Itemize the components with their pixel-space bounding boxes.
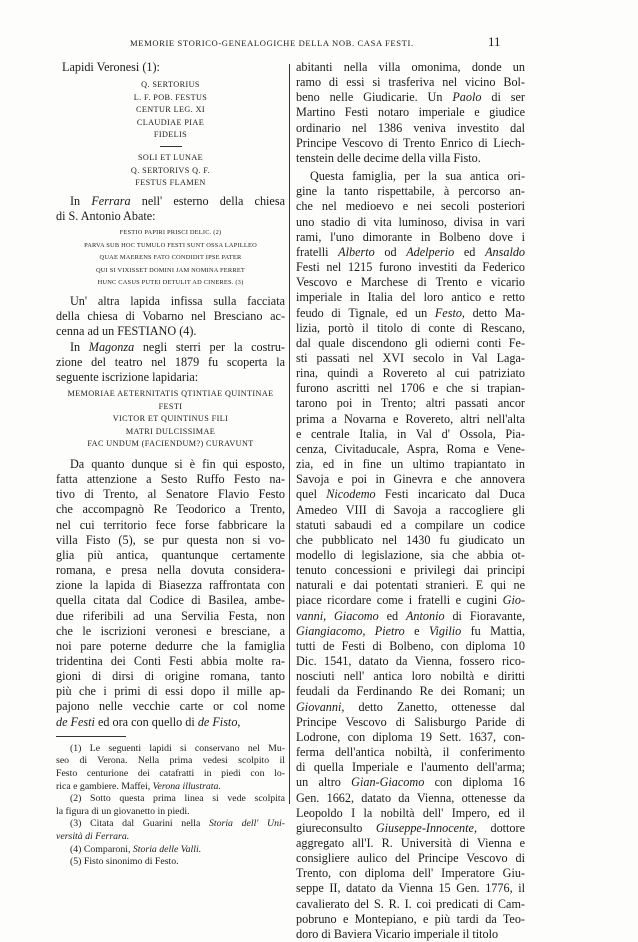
column-divider xyxy=(289,64,290,804)
text-line: di quella Imperiale e l'aumento dell'arma; xyxy=(296,760,525,775)
text-line: quella citata dal Codice di Basilea, ambe- xyxy=(56,593,285,608)
footnote-line: (1) Le seguenti lapidi si conservano nel Mu- xyxy=(70,742,285,754)
text-line: Gen. 1662, datato da Vienna, ottenesse da xyxy=(296,790,525,805)
text-line: romana, e presa nella dovuta considera- xyxy=(56,563,285,578)
inscription-line: CLAUDIAE PIAE xyxy=(136,117,205,127)
text-line: pobruno e Montepiano, e più tardi da Teo- xyxy=(296,911,525,926)
text-line: villa Fisto (5), se pur questa non si vo- xyxy=(56,532,285,547)
text-line: ferma dell'antica nobiltà, il conferimento xyxy=(296,745,525,760)
text-line: che le iscrizioni veronesi e bresciane, a xyxy=(56,623,285,638)
text-line: che nel medioevo e nei secoli posteriori xyxy=(296,199,525,214)
text-line: Da quanto dunque si è fin qui esposto, xyxy=(70,456,285,471)
footnote-line: la figura di un giovanetto in piedi. xyxy=(56,805,190,817)
text-line: tenstein delle decime della villa Fisto. xyxy=(296,150,481,165)
text-line: Leopoldo I la nobiltà dell' Impero, ed il xyxy=(296,805,525,820)
text-line: imperiale in Italia del loro antico e retto xyxy=(296,290,525,305)
text-line: In Magonza negli sterri per la costru- xyxy=(70,339,285,354)
text-line: giureconsulto Giuseppe-Innocente, dottore xyxy=(296,820,525,835)
text-line: fatta attenzione a Sesto Ruffo Festo na- xyxy=(56,472,285,487)
inscription-line: QUAE MAERENS FATO CONDIDIT IPSE PATER xyxy=(99,254,242,262)
magonza-paragraph xyxy=(56,340,285,385)
footnote-line: (3) Citata dal Guarini nella Storia dell' Uni- xyxy=(70,818,285,830)
inscription-line: Q. SERTORIUS xyxy=(141,80,200,89)
text-line: quel Nicodemo Festi incaricato dal Duca xyxy=(296,487,525,502)
text-line: aggregato all'I. R. Università di Vienna e xyxy=(296,835,525,850)
text-line: e centrale Italia, in Val d' Ossola, Pia- xyxy=(296,426,525,441)
text-line: tivo di Trento, al Senatore Flavio Festo xyxy=(56,487,285,502)
text-line: cavalierato del S. R. I. coi predicati di Cam- xyxy=(296,896,525,911)
footnotes xyxy=(56,743,285,869)
ferrara-paragraph xyxy=(56,194,285,224)
footnote-line: rica e gambiere. Maffei, Verona illustrata. xyxy=(56,780,221,792)
text-line: statuti sabaudi ed a compilare un codice xyxy=(296,517,525,532)
text-line: fratelli Alberto od Adelperio ed Ansaldo xyxy=(296,244,526,259)
text-line: dal quale discendono gli odierni conti Fe- xyxy=(296,335,525,350)
text-line: rina, quindi a Rovereto al cui patriziato xyxy=(296,366,525,381)
text-line: sti passati nel XVI secolo in Val Laga- xyxy=(296,350,525,365)
inscription-line: FESTUS FLAMEN xyxy=(135,178,206,188)
text-line: nosciuti nell' antica loro nobiltà e diritti xyxy=(296,669,525,684)
text-line: cenna ad un FESTIANO (4). xyxy=(56,324,197,339)
text-line: Amedeo VIII di Savoja a raccogliere gli xyxy=(296,502,525,517)
inscription-soli-lunae xyxy=(56,152,285,190)
footnote xyxy=(56,818,285,843)
text-line: tridentina dei Conti Festi abbia molte ra- xyxy=(56,653,285,668)
text-line: piace ricordare come i fratelli e cugini Gio- xyxy=(296,593,525,608)
inscription-line: CENTUR LEG. XI xyxy=(135,105,206,115)
inscription-line: FESTIO PAPIRI PRISCI DELIC. (2) xyxy=(119,229,222,237)
inscription-line: QUI SI VIXISSET DOMINI JAM NOMINA FERRET xyxy=(95,266,246,274)
text-line: un altro Gian-Giacomo con diploma 16 xyxy=(296,775,525,790)
text-line: nel cui territorio fece forse fabbricare la xyxy=(56,517,285,532)
text-line: zia, ed in fine un ultimo trapiantato in xyxy=(296,457,525,472)
inscription-line: FIDELIS xyxy=(153,130,188,140)
text-line: Principe Vescovo di Trento Enrico di Liech- xyxy=(296,135,525,150)
text-line: rami, l'uno dimorante in Bolbeno dove i xyxy=(296,229,525,244)
text-line: ordinario nel 1386 veniva investito dal xyxy=(296,120,525,135)
lapidi-heading: Lapidi Veronesi (1): xyxy=(62,60,160,74)
text-line: gioni di dirsi di origine romana, tanto xyxy=(56,669,285,684)
text-line: seguente iscrizione lapidaria: xyxy=(56,369,199,384)
inscription-line: SOLI ET LUNAE xyxy=(137,152,204,162)
text-line: beno nelle Giudicarie. Un Paolo di ser xyxy=(296,90,525,105)
footnote xyxy=(56,743,285,793)
text-line: tarono poi in Trento; altri passati ancor xyxy=(296,396,525,411)
paragraph-paolo xyxy=(296,60,525,166)
footnote-rule xyxy=(56,736,126,737)
text-line: de Festi ed ora con quello di de Fisto, xyxy=(56,714,241,729)
text-line: Vescovo e Marchese di Trento e vicario xyxy=(296,275,525,290)
text-line: di S. Antonio Abate: xyxy=(56,208,156,223)
text-line: pajono nelle vecchie carte or col nome xyxy=(56,699,285,714)
footnote-line: (4) Comparoni, Storia delle Valli. xyxy=(70,843,202,855)
right-column xyxy=(296,60,525,942)
text-line: che accompagnò Re Teodorico a Trento, xyxy=(56,502,285,517)
text-line: modello di legislazione, sia che abbia ot- xyxy=(296,548,525,562)
inscription-line: FAC UNDUM (FACIENDUM?) CURAVUNT xyxy=(87,439,254,449)
text-line: Lodrone, con diploma 19 Sett. 1637, con- xyxy=(296,729,525,744)
text-line: Martino Festi notaro imperiale e giudice xyxy=(296,105,525,120)
footnote-line: versità di Ferrara. xyxy=(56,830,130,842)
text-line: glia più antica, quantunque certamente xyxy=(56,547,285,562)
footnote-line: seo di Verona. Nella prima vedesi scolpito il xyxy=(56,755,285,767)
footnote-line: (5) Fisto sinonimo di Festo. xyxy=(70,856,179,868)
inscription-line: FESTI xyxy=(158,401,183,411)
text-line: naturali e dai potentati stranieri. E qui ne xyxy=(296,578,525,593)
text-line: Trento, con diploma dell' Imperatore Giu- xyxy=(296,866,525,881)
inscription-sertorius xyxy=(56,79,285,142)
inscription-line: VICTOR ET QUINTINUS FILI xyxy=(112,414,229,424)
text-line: doro di Baviera Vicario imperiale il titolo xyxy=(296,926,499,941)
inscription-line: L. F. POB. FESTUS xyxy=(133,92,208,102)
footnote-line: Festo centurione dei catafratti in piedi con lo- xyxy=(56,767,285,779)
text-line: feudali da Ferdinando Re dei Romani; un xyxy=(296,684,525,699)
text-line: vanni, Giacomo ed Antonio di Fioravante, xyxy=(296,608,525,623)
left-column xyxy=(56,60,285,869)
text-line: tenuto concessioni e privilegi dai principi xyxy=(296,563,525,578)
page-number: 11 xyxy=(488,34,501,49)
vobarno-paragraph xyxy=(56,294,285,339)
text-line: più che i primi di essi dopo il mille ap- xyxy=(56,684,285,699)
text-line: due riferibili ad una Servilia Festa, non xyxy=(56,608,285,623)
inscription-line: MEMORIAE AETERNITATIS QTINTIAE QUINTINAE xyxy=(67,388,274,398)
text-line: consigliere aulico del Principe Vescovo di xyxy=(296,851,525,866)
text-line: che pubblicato nel 1430 fu giudicato un xyxy=(296,532,525,547)
text-line: ramo di essi si trasferiva nel vicino Bol- xyxy=(296,75,525,90)
inscription-magonza xyxy=(56,388,285,451)
text-line: Principe Vescovo di Salisburgo Paride di xyxy=(296,714,525,729)
text-line: gine la tanto rispettabile, à percorso an- xyxy=(296,184,525,199)
inscription-line: PARVA SUB HOC TUMULO FESTI SUNT OSSA LAPILLEO xyxy=(84,241,257,249)
text-line: Savoja e poi in Ginevra e che annovera xyxy=(296,472,525,487)
running-title: MEMORIE STORICO-GENEALOGICHE DELLA NOB. CASA FESTI. xyxy=(130,38,414,48)
text-line: zione del teatro nel 1879 fu scoperta la xyxy=(56,354,285,369)
footnote-line: (2) Sotto questa prima linea si vede scolpita xyxy=(70,793,285,805)
text-line: feudo di Tignale, ed un Festo, detto Ma- xyxy=(296,305,525,320)
footnote xyxy=(56,856,285,869)
inscription-line: HUNC CASUS PUTEI DETULIT AD CINERES. (3) xyxy=(97,279,244,287)
paragraph-famiglia xyxy=(296,169,525,942)
text-line: prima a Novarna e Rovereto, altri nell'alta xyxy=(296,411,525,426)
text-line: Questa famiglia, per la sua antica ori- xyxy=(310,169,525,184)
inscription-festio xyxy=(56,227,285,290)
text-line: Un' altra lapida infissa sulla facciata xyxy=(70,294,285,309)
text-line: cenza, Civitaducale, Aspra, Roma e Vene- xyxy=(296,441,525,456)
text-line: tutti de Festi di Bolbeno, con diploma 10 xyxy=(296,638,525,653)
text-line: Dic. 1541, datato da Vienna, fossero rico- xyxy=(296,654,525,669)
text-line: seppe II, datato da Vienna 15 Gen. 1776, il xyxy=(296,881,525,896)
text-line: zione la lapida di Biasezza raffrontata con xyxy=(56,578,285,593)
main-paragraph-left xyxy=(56,457,285,730)
text-line: Festi nel 1215 furono investiti da Federico xyxy=(296,260,525,275)
text-line: In Ferrara nell' esterno della chiesa xyxy=(70,193,285,208)
text-line: uno stadio di vita luminoso, divisa in vari xyxy=(296,214,525,229)
inscription-line: Q. SERTORIVS Q. F. xyxy=(130,165,211,175)
footnote xyxy=(56,844,285,857)
text-line: lizia, portò il titolo di conte di Rescano, xyxy=(296,320,525,335)
separator-rule xyxy=(160,146,182,147)
footnote xyxy=(56,793,285,818)
text-line: abitanti nella villa omonima, donde un xyxy=(296,60,525,74)
text-line: noi pare poterne dedurre che la famiglia xyxy=(56,638,285,653)
text-line: Giovanni, detto Zanetto, ottenesse dal xyxy=(296,699,525,714)
text-line: furono ascritti nel 1706 e che si trapian- xyxy=(296,381,525,396)
text-line: Giangiacomo, Pietro e Vigilio fu Mattia, xyxy=(296,623,525,638)
inscription-line: MATRI DULCISSIMAE xyxy=(125,426,216,436)
text-line: della chiesa di Vobarno nel Bresciano ac- xyxy=(56,309,285,324)
